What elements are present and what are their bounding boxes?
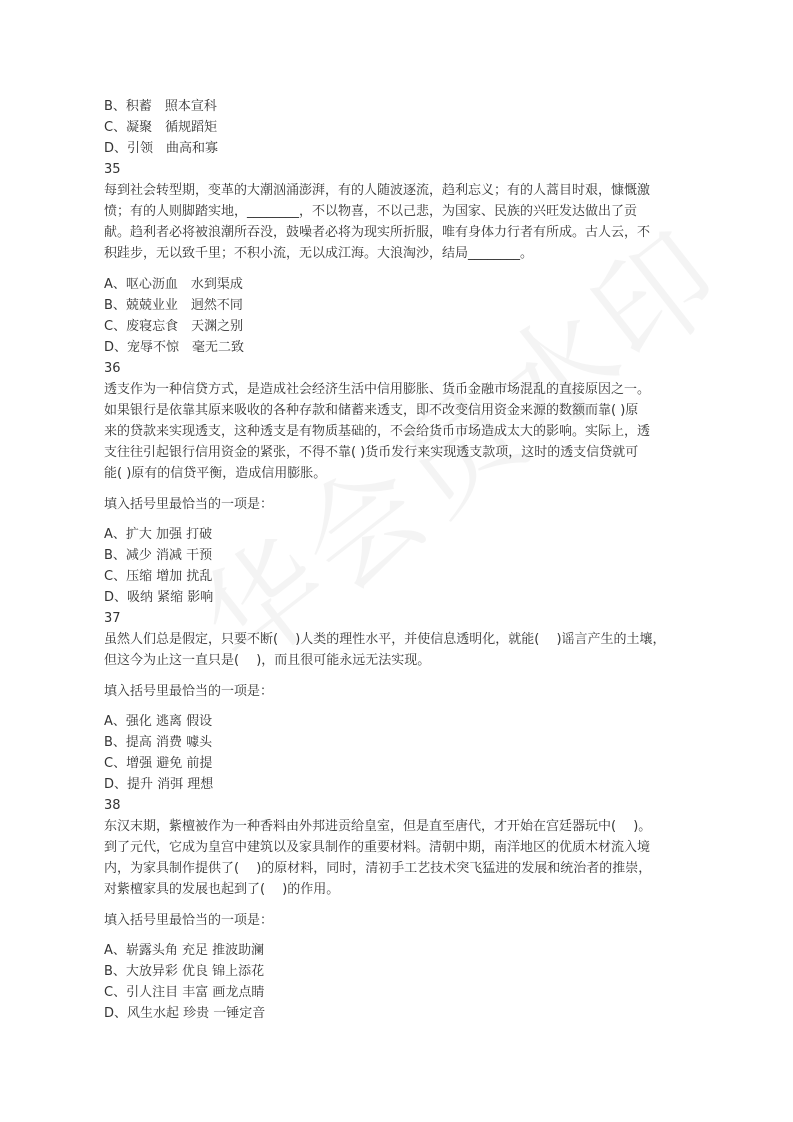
text-line: B、积蓄 照本宣科 xyxy=(104,99,217,114)
text-line: 填入括号里最恰当的一项是： xyxy=(104,913,274,928)
text-line: 每到社会转型期，变革的大潮汹涌澎湃，有的人随波逐流，趋利忘义；有的人蒿目时艰，慷慨激 xyxy=(104,183,651,198)
text-line: 如果银行是依靠其原来吸收的各种存款和储蓄来透支，即不改变信用资金来源的数额而靠( )原 xyxy=(104,403,639,418)
text-line: B、兢兢业业 迥然不同 xyxy=(104,298,243,313)
text-line: D、提升 消弭 理想 xyxy=(104,777,214,792)
text-line: 填入括号里最恰当的一项是： xyxy=(104,497,274,512)
text-line: 支往往引起银行信用资金的紧张，不得不靠( )货币发行来实现透支款项，这时的透支信贷就可 xyxy=(104,445,639,460)
text-line: 来的贷款来实现透支，这种透支是有物质基础的，不会给货币市场造成太大的影响。实际上，透 xyxy=(104,424,651,439)
text-line: 内，为家具制作提供了( )的原材料，同时，清初手工艺技术突飞猛进的发展和统治者的推崇， xyxy=(104,861,652,876)
text-line: D、风生水起 珍贵 一锤定音 xyxy=(104,1006,266,1021)
text-line: B、大放异彩 优良 锦上添花 xyxy=(104,964,265,979)
text-line: C、引人注目 丰富 画龙点睛 xyxy=(104,985,265,1000)
text-line: A、崭露头角 充足 推波助澜 xyxy=(104,943,265,958)
text-line: 献。趋利者必将被浪潮所吞没，鼓噪者必将为现实所折服，唯有身体力行者有所成。古人云，不 xyxy=(104,225,651,240)
text-line: A、扩大 加强 打破 xyxy=(104,527,213,542)
text-line: 填入括号里最恰当的一项是： xyxy=(104,684,274,699)
text-line: C、废寝忘食 天渊之别 xyxy=(104,319,244,334)
text-line: 35 xyxy=(104,162,121,177)
text-line: D、吸纳 紧缩 影响 xyxy=(104,590,214,605)
text-line: B、提高 消费 噱头 xyxy=(104,735,213,750)
text-line: 积跬步，无以致千里；不积小流，无以成江海。大浪淘沙，结局________。 xyxy=(104,246,534,261)
text-line: 对紫檀家具的发展也起到了( )的作用。 xyxy=(104,882,340,897)
text-line: B、减少 消减 干预 xyxy=(104,548,213,563)
text-line: 透支作为一种信贷方式，是造成社会经济生活中信用膨胀、货币金融市场混乱的直接原因之一。 xyxy=(104,382,651,397)
text-line: 虽然人们总是假定，只要不断( )人类的理性水平，并使信息透明化，就能( )谣言产生的土壤， xyxy=(104,632,666,647)
text-line: 37 xyxy=(104,611,121,626)
text-line: A、强化 逃离 假设 xyxy=(104,714,213,729)
text-line: D、宠辱不惊 毫无二致 xyxy=(104,340,245,355)
text-line: 东汉末期，紫檀被作为一种香料由外邦进贡给皇室，但是直至唐代，才开始在宫廷器玩中( )。 xyxy=(104,819,652,834)
text-line: D、引领 曲高和寡 xyxy=(104,141,219,156)
text-line: A、呕心沥血 水到渠成 xyxy=(104,277,243,292)
text-line: 但这今为止这一直只是( )，而且很可能永远无法实现。 xyxy=(104,653,431,668)
text-line: C、增强 避免 前提 xyxy=(104,756,213,771)
text-line: C、压缩 增加 扰乱 xyxy=(104,569,213,584)
text-line: 36 xyxy=(104,361,121,376)
text-line: 能( )原有的信贷平衡，造成信用膨胀。 xyxy=(104,466,327,481)
text-line: 愤；有的人则脚踏实地，________，不以物喜，不以己悲，为国家、民族的兴旺发达做出了贡 xyxy=(104,204,638,219)
text-line: C、凝聚 循规蹈矩 xyxy=(104,120,218,135)
text-line: 到了元代，它成为皇宫中建筑以及家具制作的重要材料。清朝中期，南洋地区的优质木材流入境 xyxy=(104,840,651,855)
text-line: 38 xyxy=(104,798,121,813)
